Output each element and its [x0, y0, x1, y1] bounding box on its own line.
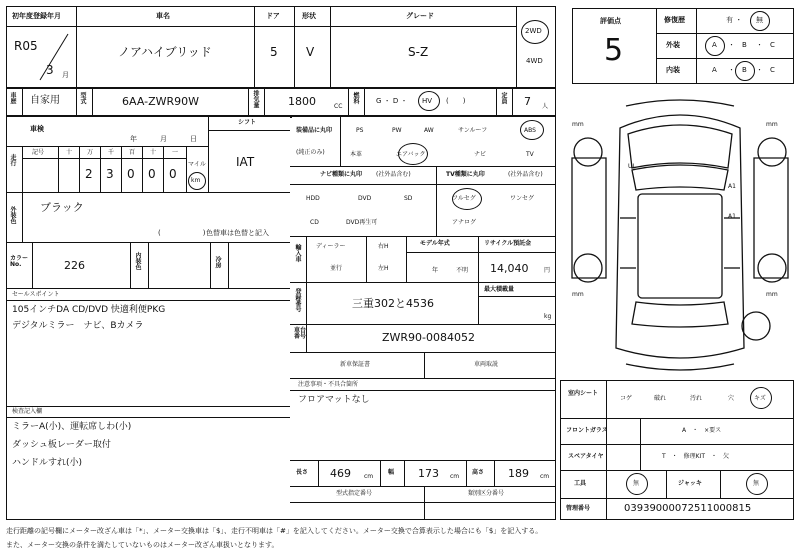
row-line	[560, 444, 794, 445]
usage-label: 車歴	[9, 92, 16, 104]
car-diagram	[566, 98, 794, 378]
seat-tear: 破れ	[654, 395, 667, 402]
col-line	[58, 146, 59, 192]
navi-cd: CD	[310, 219, 319, 226]
row-line	[290, 486, 556, 487]
col-line	[294, 6, 295, 88]
import-dealer: ディーラー	[316, 243, 346, 250]
col-line	[720, 470, 721, 498]
col-line	[406, 236, 407, 282]
row-line	[478, 296, 556, 297]
mileage-head-sign: 記号	[32, 149, 45, 156]
ac-label: 冷房	[214, 256, 221, 268]
col-line	[496, 88, 497, 116]
grade-value: S-Z	[408, 45, 429, 59]
navi-hdd: HDD	[306, 195, 320, 202]
row-line	[560, 470, 794, 471]
row-line	[6, 288, 290, 289]
row-line	[560, 418, 794, 419]
col-line	[148, 242, 149, 288]
fuel-selected: HV	[422, 97, 433, 105]
wheel-front-right	[758, 138, 786, 166]
col-line	[696, 8, 697, 84]
col-line	[478, 236, 479, 282]
col-line	[364, 88, 365, 116]
shaken-day-unit: 日	[190, 135, 197, 143]
type-designation-label: 型式指定番号	[336, 490, 373, 497]
mileage-head-5: 十	[150, 149, 157, 156]
color-note: 色替車は色替と記入	[206, 229, 269, 237]
navi-sub: (社外品含む)	[376, 171, 411, 178]
col-line	[606, 380, 607, 520]
col-line	[22, 192, 23, 242]
navi-dvd-play: DVD再生可	[346, 219, 378, 226]
import-right: 右H	[378, 243, 389, 250]
col-line	[404, 460, 405, 486]
mileage-digit: 0	[169, 167, 177, 181]
row-line	[406, 252, 556, 253]
col-line	[380, 460, 381, 486]
col-line	[478, 282, 479, 324]
col-line	[76, 6, 77, 116]
door-label: ドア	[266, 12, 280, 20]
col-line	[512, 88, 513, 116]
color-paren: ( )	[158, 229, 206, 237]
color-no-value: 226	[64, 259, 85, 272]
score-label: 評価点	[600, 17, 621, 25]
row-line	[6, 417, 290, 418]
col-line	[92, 88, 93, 116]
recycle-label: リサイクル預託金	[484, 240, 532, 247]
drive-2wd: 2WD	[525, 27, 542, 35]
cc-unit: CC	[334, 103, 343, 110]
wheel-front-left	[574, 138, 602, 166]
km-label: km	[191, 177, 201, 184]
interior-b: B	[742, 66, 747, 74]
row-line	[290, 390, 556, 391]
col-line	[318, 460, 319, 486]
model-name: ノアハイブリッド	[118, 45, 212, 59]
type-box	[6, 88, 556, 116]
shaken-label: 車検	[30, 125, 44, 133]
row-line	[560, 498, 794, 499]
model-name-label: 車名	[156, 12, 170, 20]
footer-line-2: また、メーター交換の条件を満たしていないものはメーター改ざん車扱いとなります。	[6, 541, 279, 549]
inspector-item-1: ミラーA(小)、運転席しわ(小)	[12, 422, 132, 432]
equip-sunroof: サンルーフ	[458, 127, 488, 134]
interior-a: A	[712, 66, 717, 74]
type-code: 6AA-ZWR90W	[122, 95, 200, 108]
length-unit: cm	[364, 473, 374, 480]
navi-dvd: DVD	[358, 195, 372, 202]
col-line	[121, 146, 122, 192]
mark-ui: UI	[628, 163, 635, 170]
jack-label: ジャッキ	[678, 480, 702, 487]
capacity-value: 7	[524, 95, 531, 108]
tv-analog: アナログ	[452, 219, 477, 226]
mgmt-no: 03939000072511000815	[624, 503, 752, 514]
col-line	[142, 146, 143, 192]
usage-value: 自家用	[30, 95, 60, 106]
equip-navi: ナビ	[474, 151, 487, 158]
model-year-unit: 年	[432, 267, 439, 274]
car-rear-window	[632, 302, 728, 327]
width-value: 173	[418, 467, 439, 480]
col-line	[186, 146, 187, 192]
sales-label: セールスポイント	[12, 291, 60, 298]
caution-label: 注意事項・不具合箇所	[298, 381, 359, 388]
col-line	[516, 6, 517, 88]
car-windshield	[632, 165, 728, 190]
col-line	[210, 242, 211, 288]
reg-year-label: 初年度登録年月	[12, 12, 61, 20]
row-line	[22, 158, 186, 159]
inspector-item-2: ダッシュ板レーダー取付	[12, 440, 111, 450]
interior-sep2: ・	[756, 66, 763, 74]
jack-value: 無	[753, 480, 760, 487]
car-hood	[628, 125, 732, 168]
exterior-sep: ・	[728, 41, 735, 49]
chassis-label: 車台番号	[294, 327, 307, 340]
color-value: ブラック	[40, 201, 84, 214]
equip-airbag: エアバック	[396, 151, 426, 158]
caution-item-1: フロアマットなし	[298, 395, 370, 405]
mileage-digit: 0	[127, 167, 135, 181]
mileage-head-1: 十	[66, 149, 73, 156]
equip-ps: PS	[356, 127, 364, 134]
col-line	[79, 146, 80, 192]
row-line	[208, 130, 290, 131]
equipment-label: 装備品に丸印	[296, 127, 333, 134]
reg-month-unit: 月	[62, 71, 69, 79]
col-line	[340, 116, 341, 166]
row-line	[290, 236, 556, 237]
mileage-head-4: 百	[129, 149, 136, 156]
color-label: 外装色	[9, 206, 16, 224]
mark-a1: A1	[728, 183, 736, 190]
col-line	[264, 88, 265, 116]
row-line	[290, 324, 556, 325]
spare-label: スペアタイヤ	[568, 453, 604, 460]
mileage-digit: 0	[148, 167, 156, 181]
center-divider	[290, 116, 292, 118]
col-line	[306, 282, 307, 352]
exterior-a: A	[712, 41, 717, 49]
row-line	[290, 502, 556, 503]
equip-leather: 本革	[350, 151, 363, 158]
navi-sd: SD	[404, 195, 413, 202]
col-line	[130, 242, 131, 288]
navi-label: ナビ種類に丸印	[320, 171, 363, 178]
col-line	[32, 242, 33, 288]
tv-oneseg: ワンセグ	[510, 195, 535, 202]
col-line	[640, 418, 641, 470]
col-line	[100, 146, 101, 192]
mm-label: mm	[572, 291, 584, 298]
model-year-label: モデル年式	[420, 240, 450, 247]
mgmt-label: 管理番号	[566, 505, 591, 512]
seat-stain: 汚れ	[690, 395, 703, 402]
col-line	[666, 470, 667, 498]
grade-label: グレード	[406, 12, 434, 20]
row-line	[6, 406, 290, 407]
col-line	[248, 88, 249, 116]
chassis-value: ZWR90-0084052	[382, 331, 476, 344]
row-line	[290, 378, 556, 379]
registration-label: 登録番号	[294, 288, 301, 312]
row-line	[6, 300, 290, 301]
row-line	[290, 352, 556, 353]
mileage-digit: 3	[106, 167, 114, 181]
fuel-options: G ・ D ・	[376, 97, 408, 105]
row-line	[6, 146, 208, 147]
exterior-c: C	[770, 41, 775, 49]
col-line	[494, 460, 495, 486]
capacity-label: 定員	[500, 92, 507, 104]
persons-unit: 人	[542, 103, 549, 110]
shaken-year-unit: 年	[130, 135, 137, 143]
mileage-digit: 2	[85, 167, 93, 181]
mileage-label: 走行	[9, 154, 16, 166]
score-value: 5	[604, 33, 624, 68]
tools-value: 無	[633, 480, 640, 487]
col-line	[466, 460, 467, 486]
mile-label: マイル	[188, 161, 206, 168]
tv-label: TV種類に丸印	[446, 171, 485, 178]
col-line	[22, 146, 23, 192]
height-value: 189	[508, 467, 529, 480]
fuel-label: 燃料	[352, 92, 359, 104]
inspector-item-3: ハンドルすれ(小)	[12, 458, 83, 468]
row-line	[290, 184, 556, 185]
glass-label: フロントガラス	[566, 427, 608, 434]
shaken-month-unit: 月	[160, 135, 167, 143]
displacement-value: 1800	[288, 95, 316, 108]
reg-month: 3	[46, 63, 54, 77]
col-line	[330, 6, 331, 88]
row-line	[656, 58, 794, 59]
color-no-label: カラーNo.	[10, 255, 29, 268]
max-load-kg: kg	[544, 313, 552, 320]
width-label: 幅	[388, 469, 395, 476]
mm-label: mm	[572, 121, 584, 128]
model-year-value: 不明	[456, 267, 469, 274]
col-line	[424, 486, 425, 520]
inspector-label: 検査記入欄	[12, 408, 43, 415]
interior-c: C	[770, 66, 775, 74]
seat-label: 室内シート	[568, 390, 599, 397]
category-label: 類別区分番号	[468, 490, 505, 497]
col-line	[306, 236, 307, 282]
equip-tv: TV	[526, 151, 534, 158]
exterior-label: 外装	[666, 41, 680, 49]
warranty-label: 新車保証書	[340, 361, 371, 368]
col-line	[424, 352, 425, 378]
seat-hole: 穴	[728, 395, 735, 402]
sales-point-2: デジタルミラー ナビ、Bカメラ	[12, 321, 144, 331]
row-line	[290, 460, 556, 461]
length-value: 469	[330, 467, 351, 480]
mm-label: mm	[766, 121, 778, 128]
equip-abs: ABS	[524, 127, 536, 134]
door-count: 5	[270, 45, 278, 59]
spare-opts: T ・ 修理KIT ・ 欠	[662, 453, 730, 460]
interior-label: 内装	[666, 66, 680, 74]
spare-tire	[742, 312, 770, 340]
tv-fullseg: フルセグ	[452, 195, 476, 202]
row-line	[656, 33, 794, 34]
mileage-head-3: 千	[108, 149, 115, 156]
height-label: 高さ	[472, 469, 485, 476]
col-line	[208, 116, 209, 192]
import-left: 左H	[378, 265, 389, 272]
recycle-value: 14,040	[490, 262, 529, 275]
displacement-label: 排気量	[252, 90, 259, 108]
height-unit: cm	[540, 473, 550, 480]
seat-burn: コゲ	[620, 395, 633, 402]
col-line	[163, 146, 164, 192]
footer-line-1: 走行距離の記号欄にメーター改ざん車は「*」、メーター交換車は「$」、走行不明車は「#」を記入してください。メーター交換で合算表示した場合にも「$」を記入する。	[6, 527, 543, 535]
recycle-yen: 円	[544, 267, 551, 274]
glass-opts: A ・ ×要ス	[682, 427, 722, 434]
drive-4wd: 4WD	[526, 57, 543, 65]
rear-bumper	[626, 364, 734, 370]
shape-label: 形状	[302, 12, 316, 20]
row-line	[290, 166, 556, 167]
length-label: 長さ	[296, 469, 309, 476]
col-line	[656, 8, 657, 84]
import-label: 輸入車	[294, 244, 301, 262]
max-load-label: 最大積載量	[484, 286, 515, 293]
tv-sub: (社外品含む)	[508, 171, 543, 178]
registration-value: 三重302と4536	[352, 297, 434, 310]
repair-yes: 有 ・	[726, 16, 743, 24]
col-line	[348, 88, 349, 116]
repair-no: 無	[756, 16, 763, 24]
interior-color-label: 内装色	[134, 252, 141, 270]
equip-aw: AW	[424, 127, 434, 134]
mark-a1: A1	[728, 213, 736, 220]
shift-label: シフト	[238, 119, 257, 126]
width-unit: cm	[450, 473, 460, 480]
row-line	[290, 282, 556, 283]
mm-label: mm	[766, 291, 778, 298]
row-line	[6, 192, 290, 193]
tools-label: 工具	[574, 480, 587, 487]
mileage-head-6: 一	[172, 149, 179, 156]
header-divider	[6, 26, 516, 27]
sales-point-1: 105インチDA CD/DVD 快適利便PKG	[12, 305, 166, 315]
col-line	[436, 166, 437, 236]
exterior-b: B	[742, 41, 747, 49]
col-line	[228, 242, 229, 288]
front-bumper	[626, 100, 734, 106]
import-parallel: 並行	[330, 265, 343, 272]
shift-value: IAT	[236, 155, 255, 169]
reg-era: R05	[14, 39, 38, 53]
fuel-paren: ( )	[446, 97, 466, 105]
equipment-sub: (純正のみ)	[296, 149, 325, 156]
header-box	[6, 6, 556, 88]
type-label: 型式	[79, 92, 86, 104]
body-shape: V	[306, 45, 315, 59]
exterior-sep2: ・	[756, 41, 763, 49]
seat-scratch: キズ	[754, 395, 766, 402]
manual-label: 車両取説	[474, 361, 499, 368]
equip-pw: PW	[392, 127, 402, 134]
car-roof	[638, 194, 722, 298]
col-line	[22, 88, 23, 116]
mileage-head-2: 万	[87, 149, 94, 156]
repair-label: 修復歴	[664, 16, 685, 24]
col-line	[366, 236, 367, 282]
col-line	[254, 6, 255, 88]
car-body-outline	[616, 115, 744, 358]
interior-sep: ・	[728, 66, 735, 74]
